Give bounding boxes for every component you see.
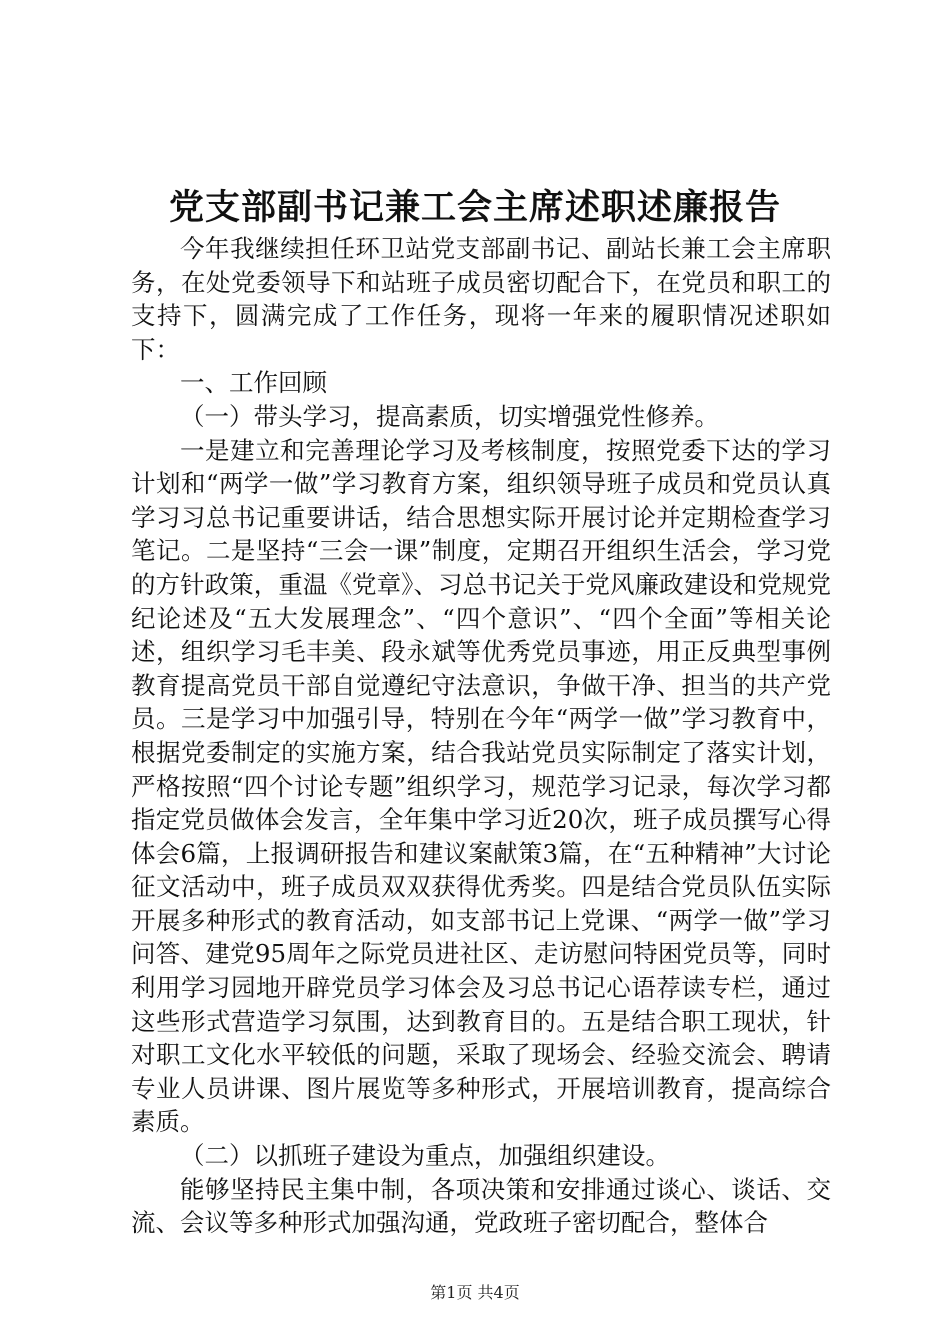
subsection-heading-study: （一）带头学习，提高素质，切实增强党性修养。 (180, 401, 719, 431)
paragraph-intro: 今年我继续担任环卫站党支部副书记、副站长兼工会主席职务，在处党委领导下和站班子成员密切配合下，在党员和职工的支持下，圆满完成了工作任务，现将一年来的履职情况述职如下： (131, 234, 831, 364)
paragraph-team-building: 能够坚持民主集中制，各项决策和安排通过谈心、谈话、交流、会议等多种形式加强沟通，党政班子密切配合，整体合 (131, 1174, 831, 1238)
section-heading-work-review: 一、工作回顾 (180, 368, 327, 398)
page-number-footer: 第1页 共4页 (430, 1283, 520, 1302)
subsection-heading-team-building: （二）以抓班子建设为重点，加强组织建设。 (180, 1141, 670, 1171)
paragraph-study-details: 一是建立和完善理论学习及考核制度，按照党委下达的学习计划和“两学一做”学习教育方案，组织领导班子成员和党员认真学习习总书记重要讲话，结合思想实际开展讨论并定期检查学习笔记。二是坚持“三会一课”制度，定期召开组织生活会，学习党的方针政策，重温《党章》、习总书记关于党风廉政建设和党规党纪论述及“五大发展理念”、“四个意识”、“四个全面”等相关论述，组织学习毛丰美、段永斌等优秀党员事迹，用正反典型事例教育提高党员干部自觉遵纪守法意识，争做干净、担当的共产党员。三是学习中加强引导，特别在今年“两学一做”学习教育中，根据党委制定的实施方案，结合我站党员实际制定了落实计划，严格按照“四个讨论专题”组织学习，规范学习记录，每次学习都指定党员做体会发言，全年集中学习近20次，班子成员撰写心得体会6篇，上报调研报告和建议案献策3篇，在“五种精神”大讨论征文活动中，班子成员双双获得优秀奖。四是结合党员队伍实际开展多种形式的教育活动，如支部书记上党课、“两学一做”学习问答、建党95周年之际党员进社区、走访慰问特困党员等，同时利用学习园地开辟党员学习体会及习总书记心语荐读专栏，通过这些形式营造学习氛围，达到教育目的。五是结合职工现状，针对职工文化水平较低的问题，采取了现场会、经验交流会、聘请专业人员讲课、图片展览等多种形式，开展培训教育，提高综合素质。 (131, 435, 831, 1137)
document-body (131, 232, 831, 1240)
document-title: 党支部副书记兼工会主席述职述廉报告 (168, 187, 781, 228)
